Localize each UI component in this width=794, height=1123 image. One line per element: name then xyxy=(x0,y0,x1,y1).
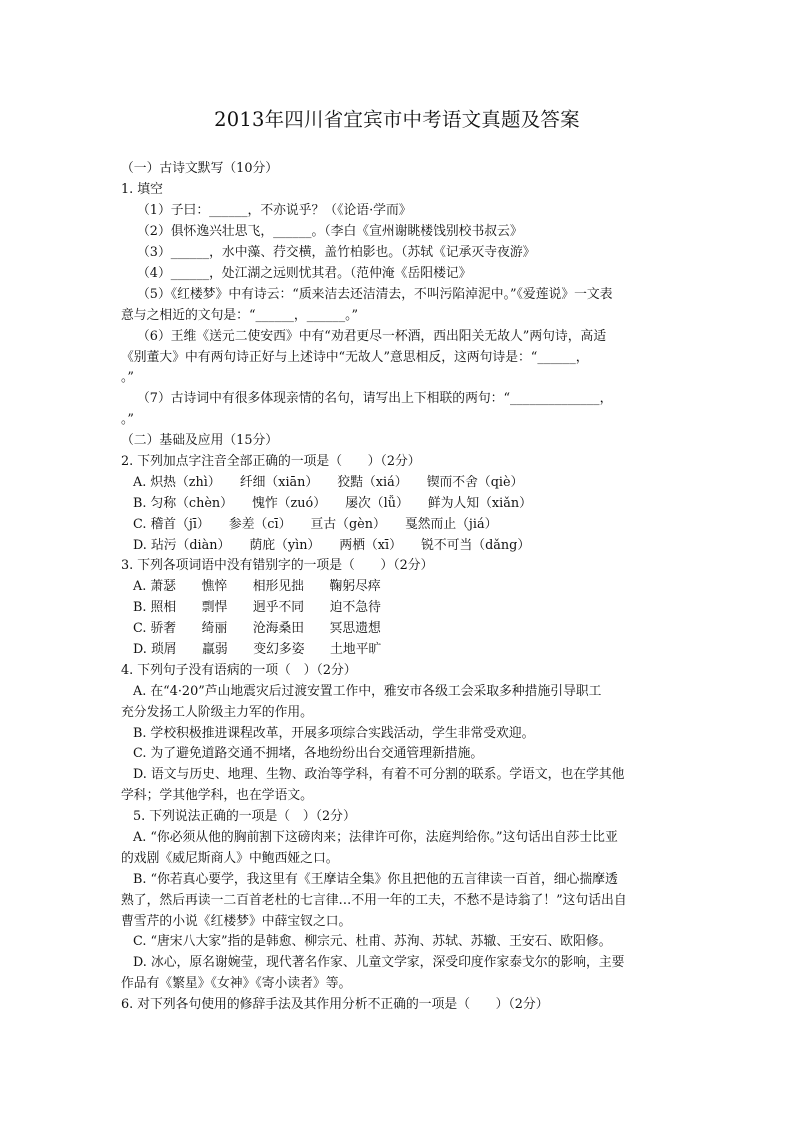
answer-option: B. 匀称（chèn） 愧怍（zuó） 屡次（lǚ） 鲜为人知（xiǎn） xyxy=(133,496,532,511)
answer-option: A. “你必须从他的胸前割下这磅肉来；法律许可你，法庭判给你。”这句话出自莎士比亚 xyxy=(133,830,618,845)
answer-option: D. 玷污（diàn） 荫庇（yìn） 两栖（xī） 锐不可当（dǎng） xyxy=(133,538,531,553)
answer-option: B. “你若真心要学，我这里有《王摩诘全集》你且把他的五言律读一百首，细心揣摩透 xyxy=(133,872,618,887)
answer-option-continued: 学科；学其他学科，也在学语文。 xyxy=(121,788,313,803)
answer-option: D. 琐屑 羸弱 变幻多姿 土地平旷 xyxy=(133,642,382,657)
question-item: （6）王维《送元二使安西》中有“劝君更尽一杯酒，西出阳关无故人”两句诗，高适 xyxy=(137,329,607,344)
question-item: （3）______，水中藻、荇交横，盖竹柏影也。（苏轼《记承灭寺夜游》 xyxy=(137,245,536,260)
question-number: 1. 填空 xyxy=(121,182,163,197)
question-item: （4）______，处江湖之远则忧其君。（范仲淹《岳阳楼记》 xyxy=(137,266,472,281)
question-item-continued: 意与之相近的文句是：“______，______。” xyxy=(121,308,359,323)
question-item-continued: 。” xyxy=(121,370,134,385)
section-heading: （二）基础及应用（15分） xyxy=(121,433,279,448)
answer-option: C. 为了避免道路交通不拥堵，各地纷纷出台交通管理新措施。 xyxy=(133,746,484,761)
question-item: （1）子曰：______，不亦说乎？（《论语·学而》 xyxy=(137,203,412,218)
question-number: 6. 对下列各句使用的修辞手法及其作用分析不正确的一项是（ ）（2分） xyxy=(121,997,549,1012)
question-number: 4. 下列句子没有语病的一项（ ）（2分） xyxy=(121,663,357,678)
answer-option: B. 学校积极推进课程改革，开展多项综合实践活动，学生非常受欢迎。 xyxy=(133,726,535,741)
answer-option: A. 萧瑟 憔悴 相形见拙 鞠躬尽瘁 xyxy=(133,579,381,594)
answer-option-continued: 熟了，然后再读一二百首老杜的七言律…不用一年的工夫，不愁不是诗翁了！”这句话出自 xyxy=(121,893,627,908)
answer-option: A. 在“4·20”芦山地震灾后过渡安置工作中，雅安市各级工会采取多种措施引导职工 xyxy=(133,684,602,699)
question-item-continued: 《别董大》中有两句诗正好与上述诗中“无故人”意思相反，这两句诗是：“______， xyxy=(121,350,589,365)
answer-option: B. 照相 剽悍 迥乎不同 迫不急待 xyxy=(133,600,381,615)
answer-option: D. 语文与历史、地理、生物、政治等学科，有着不可分割的联系。学语文，也在学其他 xyxy=(133,767,625,782)
answer-option-continued: 充分发扬工人阶级主力军的作用。 xyxy=(121,705,313,720)
question-number: 2. 下列加点字注音全部正确的一项是（ ）（2分） xyxy=(121,454,421,469)
document-title: 2013年四川省宜宾市中考语文真题及答案 xyxy=(214,108,580,131)
answer-option: D. 冰心，原名谢婉莹，现代著名作家、儿童文学家，深受印度作家泰戈尔的影响，主要 xyxy=(133,955,625,970)
answer-option: A. 炽热（zhì） 纤细（xiān） 狡黠（xiá） 锲而不舍（qiè） xyxy=(133,475,524,490)
answer-option-continued: 作品有《繁星》《女神》《寄小读者》等。 xyxy=(121,976,352,991)
section-heading: （一）古诗文默写（10分） xyxy=(121,161,279,176)
answer-option-continued: 曹雪芹的小说《红楼梦》中薛宝钗之口。 xyxy=(121,914,352,929)
answer-option-continued: 的戏剧《威尼斯商人》中鲍西娅之口。 xyxy=(121,851,339,866)
question-number: 3. 下列各项词语中没有错别字的一项是（ ）（2分） xyxy=(121,558,434,573)
question-item: （5）《红楼梦》中有诗云：“质来洁去还洁清去，不叫污陷淖泥中。”《爱莲说》一文表 xyxy=(137,287,613,302)
answer-option: C. 骄奢 绮丽 沧海桑田 冥思遗想 xyxy=(133,621,381,636)
question-item: （2）俱怀逸兴壮思飞，______。（李白《宣州谢眺楼饯别校书叔云》 xyxy=(137,224,523,239)
question-number: 5. 下列说法正确的一项是（ ）（2分） xyxy=(133,809,356,824)
answer-option: C. “唐宋八大家”指的是韩愈、柳宗元、杜甫、苏洵、苏轼、苏辙、王安石、欧阳修。 xyxy=(133,934,612,949)
question-item: （7）古诗词中有很多体现亲情的名句，请写出上下相联的两句：“______________， xyxy=(137,391,613,406)
answer-option: C. 稽首（jī） 参差（cī） 亘古（gèn） 戛然而止（jiá） xyxy=(133,517,498,532)
question-item-continued: 。” xyxy=(121,412,134,427)
